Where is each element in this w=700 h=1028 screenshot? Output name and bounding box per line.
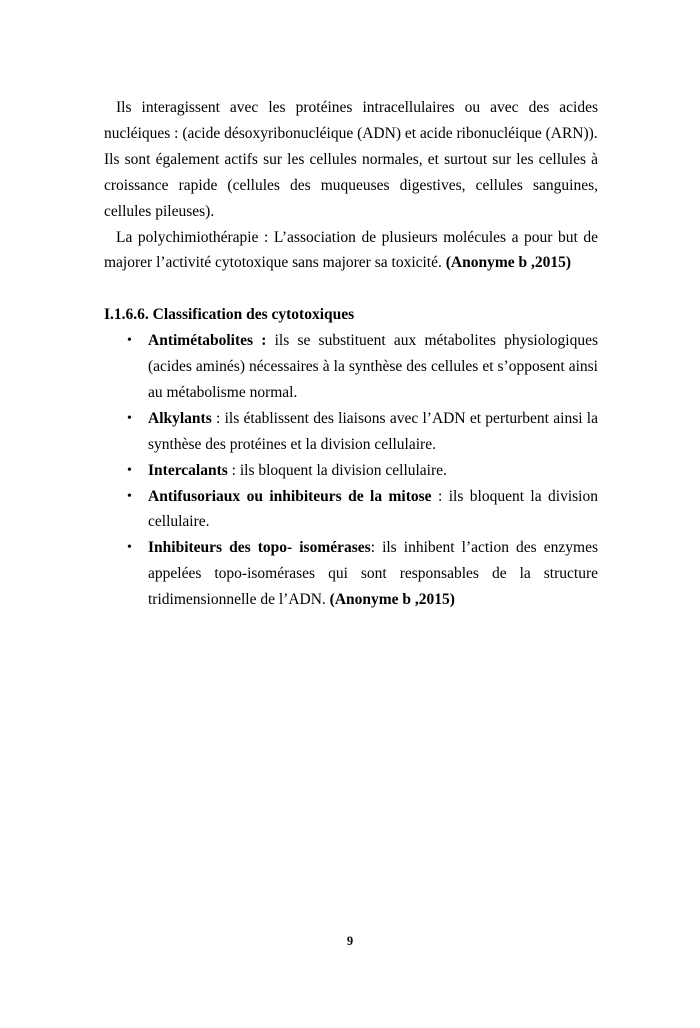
citation: (Anonyme b ,2015) xyxy=(329,591,455,609)
paragraph-polychimiotherapie xyxy=(104,225,598,277)
term: Alkylants xyxy=(148,409,212,427)
definition: : ils bloquent la division cellulaire. xyxy=(148,487,598,531)
page-number: 9 xyxy=(346,934,354,948)
term: Inhibiteurs des topo- isomérases xyxy=(148,539,371,557)
list-item xyxy=(127,535,598,613)
list-item xyxy=(127,484,598,536)
definition: : ils bloquent la division cellulaire. xyxy=(227,461,447,479)
page-footer xyxy=(0,932,700,950)
definition: : ils inhibent l’action des enzymes appelées topo-isomérases qui sont responsables de la structure tridimensionnelle de l’ADN. xyxy=(148,539,598,609)
list-item xyxy=(127,328,599,406)
definition: : ils établissent des liaisons avec l’ADN et perturbent ainsi la synthèse des protéines et la division cellulaire. xyxy=(148,409,598,453)
term: Intercalants xyxy=(148,461,228,479)
bullet-icon: • xyxy=(127,333,132,349)
term: Antifusoriaux ou inhibiteurs de la mitose xyxy=(148,487,432,505)
term: Antimétabolites : xyxy=(148,332,275,350)
list-item xyxy=(127,406,598,458)
text-run: La polychimiothérapie : L’association de plusieurs molécules a pour but de majorer l’activité cytotoxique sans majorer sa toxicité. xyxy=(104,228,598,272)
list-item xyxy=(127,458,598,484)
definition: ils se substituent aux métabolites physiologiques (acides aminés) nécessaires à la synthèse des cellules et s’opposent ainsi au métabolisme normal. xyxy=(148,332,599,401)
bullet-icon: • xyxy=(127,488,132,504)
bullet-icon: • xyxy=(127,410,132,426)
citation: (Anonyme b ,2015) xyxy=(445,254,572,272)
section-heading: I.1.6.6. Classification des cytotoxiques xyxy=(104,306,355,324)
paragraph-normal-cells: Ils sont également actifs sur les cellules normales, et surtout sur les cellules à croissance rapide (cellules des muqueuses digestives, cellules sanguines, cellules pileuses). xyxy=(104,150,598,220)
bullet-icon: • xyxy=(127,462,132,478)
bullet-icon: • xyxy=(127,540,132,556)
page-body xyxy=(104,95,598,613)
cytotoxics-list xyxy=(104,328,598,613)
paragraph-interactions: Ils interagissent avec les protéines intracellulaires ou avec des acides nucléiques : (acide désoxyribonucléique (ADN) et acide ribonucléique (ARN)). xyxy=(104,99,598,142)
